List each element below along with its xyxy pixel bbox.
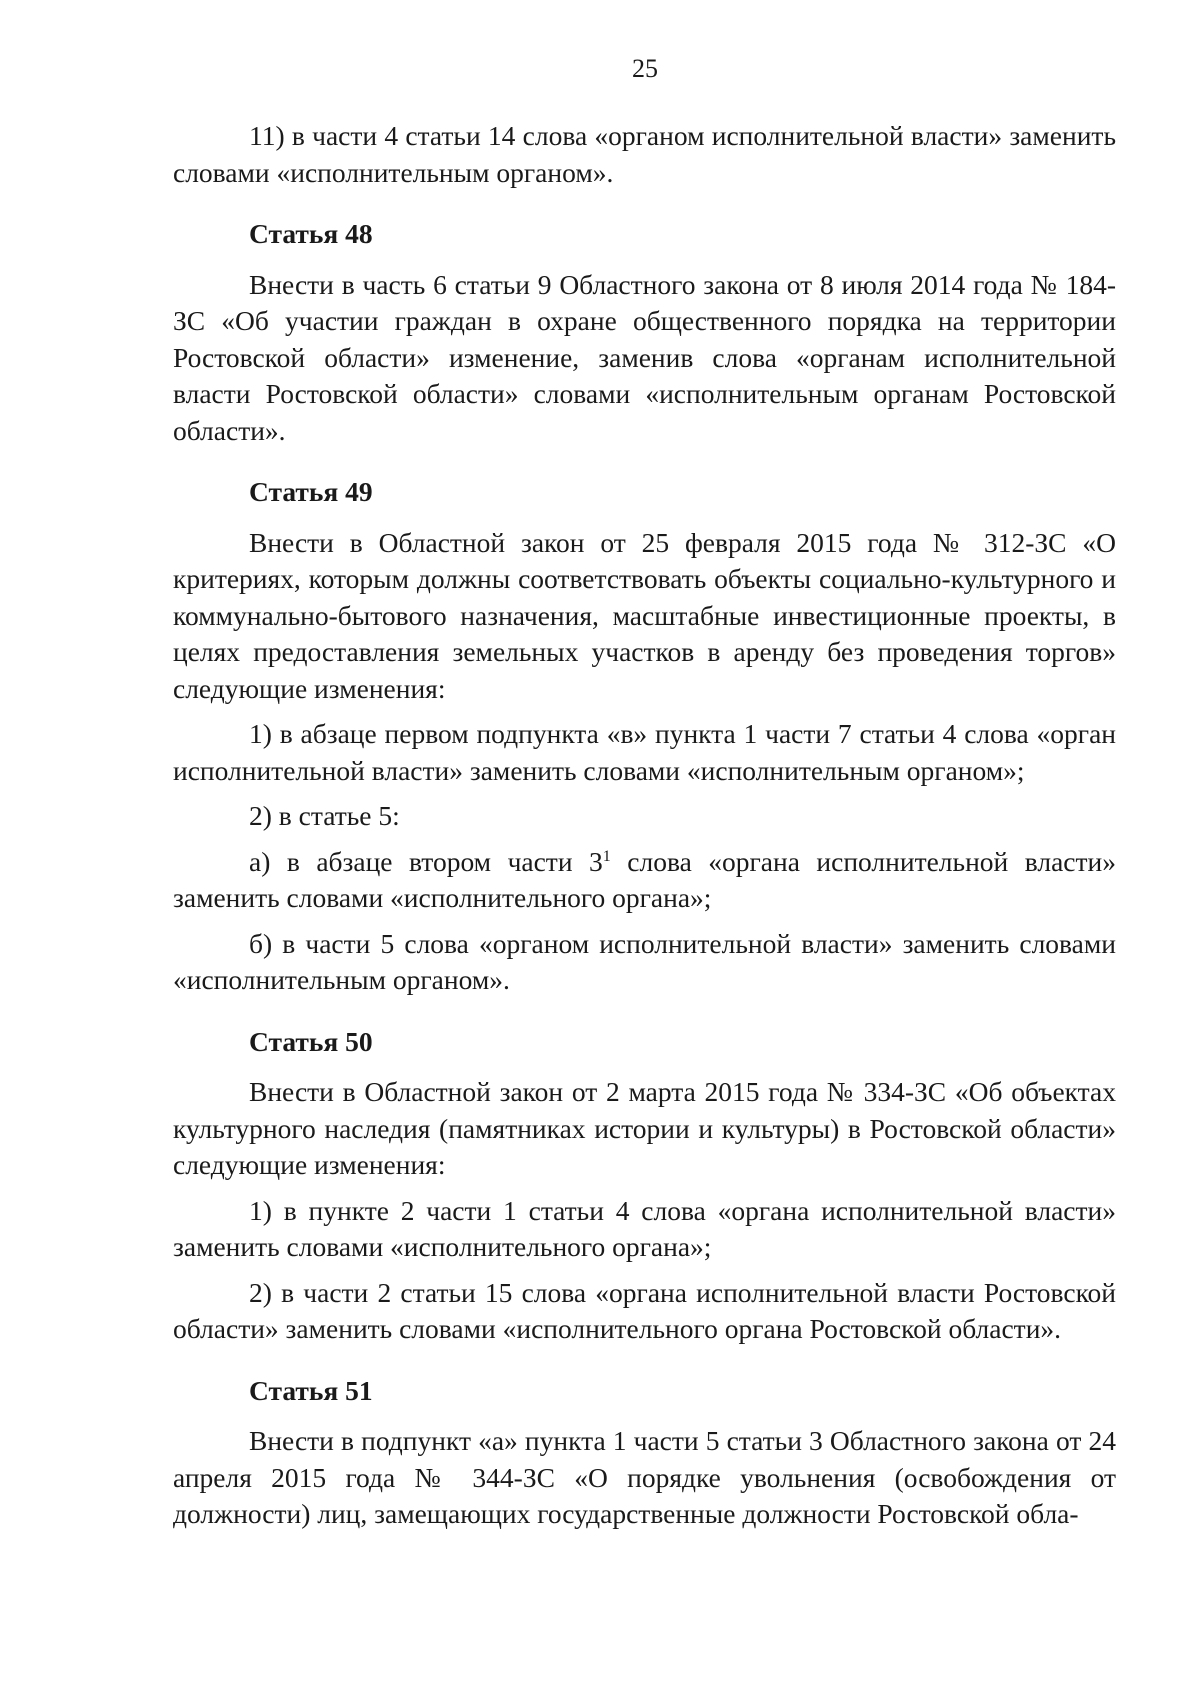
article-49-item-2: 2) в статье 5: [249, 800, 400, 831]
page-number: 25 [632, 54, 658, 83]
article-49-item-2a-start: а) в абзаце втором части 3 [249, 845, 603, 877]
article-48-heading: Статья 48 [249, 218, 373, 249]
document-body [173, 118, 1116, 1533]
article-49-item-2b: б) в части 5 слова «органом исполнительной власти» заменить словами «исполнительным органом». [173, 927, 1116, 995]
article-49-item-2a-end: слова «органа исполнительной власти» заменить словами «исполнительного органа»; [173, 845, 1116, 913]
article-50-intro: Внести в Областной закон от 2 марта 2015 года № 334-ЗС «Об объектах культурного наследия (памятниках истории и культуры) в Ростовской области» следующие изменения: [173, 1076, 1116, 1180]
article-49-item-1: 1) в абзаце первом подпункта «в» пункта 1 части 7 статьи 4 слова «орган исполнительной власти» заменить словами «исполнительным органом»; [173, 718, 1116, 786]
article-49-heading: Статья 49 [249, 476, 373, 507]
amendment-item-11: 11) в части 4 статьи 14 слова «органом исполнительной власти» заменить словами «исполнительным органом». [173, 120, 1116, 188]
article-48-text: Внести в часть 6 статьи 9 Областного закона от 8 июля 2014 года № 184-ЗС «Об участии граждан в охране общественного порядка на территории Ростовской области» изменение, заменив слова «органам исполнительной власти Ростовской области» словами «исполнительным органам Ростовской области». [173, 268, 1116, 446]
article-50-item-2: 2) в части 2 статьи 15 слова «органа исполнительной власти Ростовской области» заменить словами «исполнительного органа Ростовской области». [173, 1276, 1116, 1344]
article-51-text: Внести в подпункт «а» пункта 1 части 5 статьи 3 Областного закона от 24 апреля 2015 года № 344-ЗС «О порядке увольнения (освобождения от должности) лиц, замещающих государственные должности Ростовской обла- [173, 1425, 1116, 1529]
article-49-item-2a [173, 844, 1116, 917]
article-49-intro: Внести в Областной закон от 25 февраля 2015 года № 312-ЗС «О критериях, которым должны соответствовать объекты социально-культурного и коммунально-бытового назначения, масштабные инвестиционные проекты, в целях предоставления земельных участков в аренду без проведения торгов» следующие изменения: [173, 526, 1116, 704]
article-51-heading: Статья 51 [249, 1374, 373, 1406]
article-50-item-1: 1) в пункте 2 части 1 статьи 4 слова «органа исполнительной власти» заменить словами «исполнительного органа»; [173, 1194, 1116, 1262]
superscript-index: 1 [602, 847, 611, 865]
article-50-heading: Статья 50 [249, 1025, 373, 1057]
